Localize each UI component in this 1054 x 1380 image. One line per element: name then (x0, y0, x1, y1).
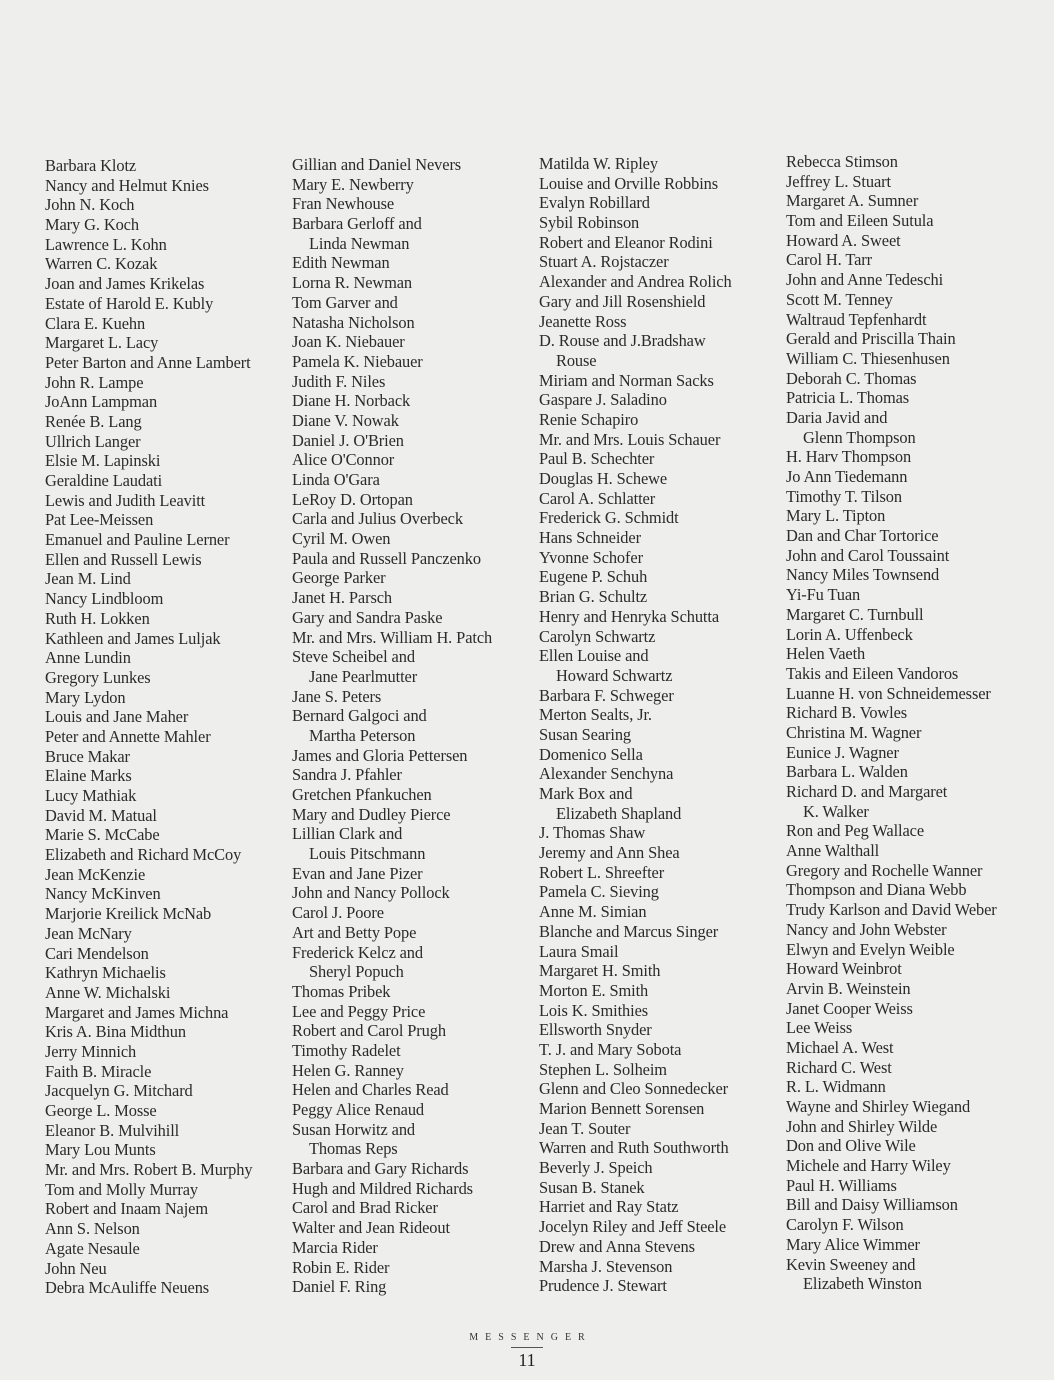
donor-name: Arvin B. Weinstein (786, 978, 911, 998)
donor-name: John and Shirley Wilde (786, 1116, 938, 1136)
donor-name: Anne Walthall (786, 841, 880, 861)
donor-name: Robert and Eleanor Rodini (539, 232, 713, 252)
donor-name: Paula and Russell Panczenko (292, 548, 481, 568)
donor-name: Morton E. Smith (539, 980, 649, 1000)
donor-name: Robert and Inaam Najem (45, 1199, 209, 1219)
donor-name: Frederick G. Schmidt (539, 508, 679, 528)
donor-name: George L. Mosse (45, 1101, 157, 1120)
donor-name: Alexander Senchyna (539, 764, 674, 784)
donor-name: Elwyn and Evelyn Weible (786, 939, 955, 959)
donor-name: Drew and Anna Stevens (539, 1236, 695, 1256)
donor-name: Evan and Jane Pizer (292, 863, 423, 883)
donor-name: Lorin A. Uffenbeck (786, 624, 913, 644)
donor-name: Marcia Rider (292, 1237, 378, 1257)
donor-name: Gregory and Rochelle Wanner (786, 860, 983, 880)
donor-name: JoAnn Lampman (45, 392, 158, 412)
donor-name: Carolyn F. Wilson (786, 1215, 904, 1235)
donor-name: Peter and Annette Mahler (45, 726, 211, 746)
donor-name: Susan Searing (539, 724, 632, 744)
donor-name: Bill and Daisy Williamson (786, 1195, 958, 1215)
donor-name: Harriet and Ray Statz (539, 1197, 679, 1217)
donor-name: Barbara and Gary Richards (292, 1159, 469, 1179)
donor-name: Elizabeth Winston (803, 1274, 922, 1294)
donor-name: Robert and Carol Prugh (292, 1021, 446, 1041)
donor-name: J. Thomas Shaw (539, 823, 646, 843)
donor-name: John and Anne Tedeschi (786, 270, 944, 290)
donor-name: Michele and Harry Wiley (786, 1156, 951, 1176)
donor-name: Patricia L. Thomas (786, 388, 910, 408)
donor-name: Cari Mendelson (45, 943, 149, 963)
donor-name: Mary Alice Wimmer (786, 1234, 920, 1254)
donor-name: Margaret A. Sumner (786, 191, 919, 211)
donor-name: Waltraud Tepfenhardt (786, 309, 927, 329)
donor-name: Lee and Peggy Price (292, 1001, 426, 1021)
donor-name: Elaine Marks (45, 766, 132, 786)
donor-name: Pamela K. Niebauer (292, 351, 423, 371)
donor-name: Jean M. Lind (45, 569, 131, 589)
donor-name: Gaspare J. Saladino (539, 390, 667, 410)
donor-name: Hugh and Mildred Richards (292, 1178, 473, 1198)
donor-name: Lewis and Judith Leavitt (45, 490, 206, 510)
donor-name: Anne W. Michalski (45, 982, 171, 1002)
donor-name: R. L. Widmann (786, 1077, 886, 1097)
donor-name: Anne Lundin (45, 648, 131, 668)
donor-name: Marion Bennett Sorensen (539, 1099, 705, 1118)
donor-name: Blanche and Marcus Singer (539, 921, 719, 941)
donor-name: Paul B. Schechter (539, 449, 655, 469)
donor-name: Fran Newhouse (292, 194, 395, 214)
donor-name: Mr. and Mrs. Louis Schauer (539, 429, 721, 449)
donor-name: K. Walker (803, 801, 869, 821)
donor-name: Gretchen Pfankuchen (292, 785, 432, 804)
donor-name: Lois K. Smithies (539, 1000, 649, 1020)
donor-name: T. J. and Mary Sobota (539, 1039, 682, 1059)
donor-name: Domenico Sella (539, 744, 643, 764)
donor-name: Carol and Brad Ricker (292, 1198, 438, 1218)
donor-name: Glenn and Cleo Sonnedecker (539, 1079, 729, 1099)
donor-name: Frederick Kelcz and (292, 942, 423, 962)
donor-name: Ellen Louise and (539, 646, 649, 666)
donor-name: Margaret L. Lacy (45, 333, 159, 353)
donor-name: Barbara Gerloff and (292, 214, 422, 234)
donor-name: Sheryl Popuch (309, 962, 404, 982)
donor-name: Richard C. West (786, 1057, 892, 1077)
donor-name: Stephen L. Solheim (539, 1059, 667, 1079)
donor-name: John Neu (45, 1258, 107, 1278)
donor-name: William C. Thiesenhusen (786, 348, 950, 368)
donor-name: Douglas H. Schewe (539, 469, 668, 488)
donor-name: John N. Koch (45, 195, 135, 215)
donor-name: Brian G. Schultz (539, 587, 648, 607)
donor-name: Eunice J. Wagner (786, 742, 899, 762)
donor-name: Ellen and Russell Lewis (45, 549, 202, 569)
donor-name: Daria Javid and (786, 407, 888, 427)
donor-name: Joan K. Niebauer (292, 332, 405, 352)
donor-name: Mary G. Koch (45, 215, 139, 235)
donor-name: Janet Cooper Weiss (786, 998, 913, 1018)
donor-name: Eugene P. Schuh (539, 567, 648, 587)
donor-name: Jeanette Ross (539, 311, 627, 331)
donor-name: Louis Pitschmann (309, 844, 426, 864)
donor-name: James and Gloria Pettersen (292, 745, 468, 765)
donor-name: Scott M. Tenney (786, 289, 893, 309)
donor-name: Martha Peterson (309, 725, 416, 745)
donor-name: Nancy Miles Townsend (786, 565, 940, 585)
page-footer (0, 1332, 1054, 1371)
donor-name: Nancy McKinven (45, 884, 161, 904)
donor-name: Gerald and Priscilla Thain (786, 329, 956, 349)
donor-name: Jean McNary (45, 923, 132, 943)
donor-name: Rebecca Stimson (786, 152, 898, 171)
donor-name: Sybil Robinson (539, 213, 640, 233)
donor-name: Margaret and James Michna (45, 1002, 229, 1022)
donor-name: Lillian Clark and (292, 824, 403, 844)
donor-name: Walter and Jean Rideout (292, 1218, 450, 1238)
donor-name: David M. Matual (45, 805, 157, 825)
donor-name: Pat Lee-Meissen (45, 510, 154, 530)
donor-name: Peter Barton and Anne Lambert (45, 352, 251, 372)
donor-name: Margaret C. Turnbull (786, 604, 924, 624)
donor-name: Jocelyn Riley and Jeff Steele (539, 1217, 727, 1237)
donor-name: Daniel F. Ring (292, 1277, 387, 1297)
donor-name: Barbara Klotz (45, 156, 137, 175)
donor-name: Deborah C. Thomas (786, 368, 917, 388)
donor-column-4 (786, 152, 1031, 1294)
donor-name: Rouse (556, 350, 597, 370)
donor-name: Glenn Thompson (803, 427, 916, 447)
footer-rule (511, 1347, 543, 1348)
donor-name: Joan and James Krikelas (45, 274, 205, 294)
running-title: MESSENGER (469, 1332, 592, 1343)
donor-name: Kathleen and James Luljak (45, 628, 221, 648)
donor-name: Diane V. Nowak (292, 410, 399, 430)
donor-name: Kevin Sweeney and (786, 1254, 916, 1274)
donor-name: Christina M. Wagner (786, 722, 922, 742)
donor-name: Anne M. Simian (539, 902, 647, 922)
donor-name: Marjorie Kreilick McNab (45, 904, 212, 924)
donor-name: Agate Nesaule (45, 1238, 140, 1258)
donor-name: John and Carol Toussaint (786, 545, 950, 565)
donor-name: Jean T. Souter (539, 1118, 631, 1138)
donor-name: Estate of Harold E. Kubly (45, 293, 214, 313)
donor-name: Clara E. Kuehn (45, 313, 146, 333)
donor-name: Jeffrey L. Stuart (786, 171, 891, 191)
donor-name: Paul H. Williams (786, 1175, 897, 1195)
donor-name: Mary Lydon (45, 687, 126, 707)
donor-name: Hans Schneider (539, 528, 641, 548)
donor-name: Don and Olive Wile (786, 1136, 916, 1156)
donor-name: Gary and Sandra Paske (292, 607, 443, 627)
donor-name: Robin E. Rider (292, 1257, 390, 1277)
donor-column-2 (292, 155, 537, 1297)
donor-name: Yi-Fu Tuan (786, 585, 861, 605)
donor-name: Carolyn Schwartz (539, 626, 656, 646)
donor-name: Luanne H. von Schneidemesser (786, 683, 991, 703)
donor-name: Susan Horwitz and (292, 1119, 416, 1139)
donor-name: Wayne and Shirley Wiegand (786, 1097, 971, 1116)
donor-name: Jerry Minnich (45, 1041, 137, 1061)
donor-name: Ellsworth Snyder (539, 1020, 652, 1040)
donor-name: Geraldine Laudati (45, 471, 163, 490)
donor-name: John R. Lampe (45, 372, 144, 392)
donor-name: Lawrence L. Kohn (45, 234, 167, 254)
donor-name: Richard B. Vowles (786, 703, 908, 723)
donor-name: Helen G. Ranney (292, 1060, 404, 1080)
donor-name: Mary E. Newberry (292, 174, 414, 194)
donor-name: Howard A. Sweet (786, 230, 901, 250)
donor-name: Kris A. Bina Midthun (45, 1022, 186, 1042)
donor-name: Merton Sealts, Jr. (539, 705, 652, 725)
donor-name: Elizabeth and Richard McCoy (45, 845, 242, 865)
donor-name: Stuart A. Rojstaczer (539, 252, 669, 272)
donor-name: Jane Pearlmutter (309, 666, 418, 686)
donor-name: Helen and Charles Read (292, 1080, 449, 1100)
donor-name: Diane H. Norback (292, 391, 411, 411)
donor-name: Jo Ann Tiedemann (786, 467, 908, 486)
donor-name: Eleanor B. Mulvihill (45, 1120, 180, 1140)
donor-name: Emanuel and Pauline Lerner (45, 530, 230, 550)
donor-name: Mary and Dudley Pierce (292, 804, 451, 824)
donor-name: John and Nancy Pollock (292, 883, 450, 903)
donor-name: Yvonne Schofer (539, 547, 643, 567)
donor-name: Carol H. Tarr (786, 250, 873, 270)
donor-name: Barbara F. Schweger (539, 685, 674, 705)
donor-name: Sandra J. Pfahler (292, 765, 402, 785)
donor-name: Mr. and Mrs. Robert B. Murphy (45, 1160, 253, 1180)
donor-name: D. Rouse and J.Bradshaw (539, 331, 706, 351)
donor-name: Margaret H. Smith (539, 961, 661, 981)
donor-name: LeRoy D. Ortopan (292, 489, 413, 509)
donor-name: Michael A. West (786, 1037, 894, 1057)
donor-name: Elsie M. Lapinski (45, 451, 161, 471)
donor-name: Nancy Lindbloom (45, 589, 164, 609)
donor-name: Edith Newman (292, 253, 390, 273)
donor-name: Marsha J. Stevenson (539, 1256, 673, 1276)
donor-name: Art and Betty Pope (292, 922, 417, 942)
donor-name: Warren and Ruth Southworth (539, 1138, 729, 1158)
donor-name: Ruth H. Lokken (45, 608, 150, 628)
donor-name: Alexander and Andrea Rolich (539, 272, 732, 292)
donor-name: Prudence J. Stewart (539, 1276, 667, 1296)
donor-name: Gregory Lunkes (45, 667, 151, 687)
donor-name: Robert L. Shreefter (539, 862, 665, 882)
donor-name: Louise and Orville Robbins (539, 173, 719, 193)
donor-name: Richard D. and Margaret (786, 782, 948, 801)
donor-name: Lorna R. Newman (292, 273, 413, 293)
donor-name: Linda Newman (309, 233, 410, 253)
donor-name: Alice O'Connor (292, 450, 395, 470)
donor-name: Nancy and Helmut Knies (45, 175, 209, 195)
donor-name: Natasha Nicholson (292, 312, 415, 332)
donor-name: Jacquelyn G. Mitchard (45, 1081, 193, 1101)
donor-name: Thomas Pribek (292, 981, 391, 1001)
donor-column-1 (45, 156, 290, 1298)
donor-name: Ann S. Nelson (45, 1219, 140, 1239)
donor-name: Beverly J. Speich (539, 1158, 653, 1178)
donor-name: Tom Garver and (292, 292, 398, 312)
donor-name: Miriam and Norman Sacks (539, 370, 714, 390)
donor-name: Tom and Molly Murray (45, 1179, 198, 1199)
donor-name: Thompson and Diana Webb (786, 880, 967, 900)
donor-name: Laura Smail (539, 941, 619, 961)
donor-name: Gary and Jill Rosenshield (539, 291, 706, 311)
donor-name: Carla and Julius Overbeck (292, 509, 463, 529)
donor-name: Judith F. Niles (292, 371, 386, 391)
donor-name: Daniel J. O'Brien (292, 430, 404, 450)
donor-name: Lee Weiss (786, 1018, 853, 1038)
donor-name: Elizabeth Shapland (556, 803, 682, 823)
donor-name: Mark Box and (539, 784, 633, 803)
donor-name: Marie S. McCabe (45, 825, 160, 845)
donor-name: Jean McKenzie (45, 864, 146, 884)
donor-name: Debra McAuliffe Neuens (45, 1278, 210, 1298)
donor-name: Bernard Galgoci and (292, 706, 427, 726)
donor-name: Mary L. Tipton (786, 506, 886, 526)
donor-name: H. Harv Thompson (786, 447, 912, 467)
donor-name: Howard Schwartz (556, 665, 673, 685)
donor-column-3 (539, 154, 784, 1296)
donor-name: Takis and Eileen Vandoros (786, 663, 959, 683)
donor-name: Mr. and Mrs. William H. Patch (292, 627, 493, 647)
donor-name: Mary Lou Munts (45, 1140, 156, 1160)
donor-name: Bruce Makar (45, 746, 130, 766)
donor-name: Louis and Jane Maher (45, 707, 189, 727)
page-number: 11 (518, 1350, 536, 1370)
donor-name: Dan and Char Tortorice (786, 526, 939, 546)
donor-name: George Parker (292, 568, 386, 588)
donor-name: Henry and Henryka Schutta (539, 606, 720, 626)
donor-name: Howard Weinbrot (786, 959, 902, 979)
donor-name: Steve Scheibel and (292, 647, 415, 667)
donor-name: Matilda W. Ripley (539, 154, 658, 173)
donor-name: Kathryn Michaelis (45, 963, 166, 983)
donor-name: Carol J. Poore (292, 903, 384, 923)
donor-name: Timothy Radelet (292, 1040, 401, 1060)
donor-name: Thomas Reps (309, 1139, 398, 1159)
donor-name: Timothy T. Tilson (786, 486, 902, 506)
donor-name: Renie Schapiro (539, 409, 639, 429)
donor-name: Renée B. Lang (45, 411, 142, 431)
donor-name: Trudy Karlson and David Weber (786, 900, 997, 920)
donor-name: Susan B. Stanek (539, 1177, 645, 1197)
donor-name: Evalyn Robillard (539, 193, 650, 213)
donor-name: Peggy Alice Renaud (292, 1100, 425, 1119)
donor-name: Faith B. Miracle (45, 1061, 152, 1081)
donor-name: Tom and Eileen Sutula (786, 211, 934, 231)
donor-name: Gillian and Daniel Nevers (292, 155, 462, 174)
donor-name: Ullrich Langer (45, 431, 141, 451)
donor-name: Lucy Mathiak (45, 786, 137, 805)
donor-name: Jane S. Peters (292, 686, 382, 706)
donor-name: Barbara L. Walden (786, 762, 908, 782)
donor-name: Nancy and John Webster (786, 919, 947, 939)
donor-name: Carol A. Schlatter (539, 488, 656, 508)
donor-name: Janet H. Parsch (292, 588, 393, 608)
donor-name: Cyril M. Owen (292, 529, 391, 549)
donor-name: Ron and Peg Wallace (786, 821, 925, 841)
donor-name: Pamela C. Sieving (539, 882, 659, 902)
donor-name: Warren C. Kozak (45, 254, 158, 274)
donor-name: Linda O'Gara (292, 470, 380, 489)
donor-name: Helen Vaeth (786, 644, 866, 664)
donor-name: Jeremy and Ann Shea (539, 843, 680, 863)
